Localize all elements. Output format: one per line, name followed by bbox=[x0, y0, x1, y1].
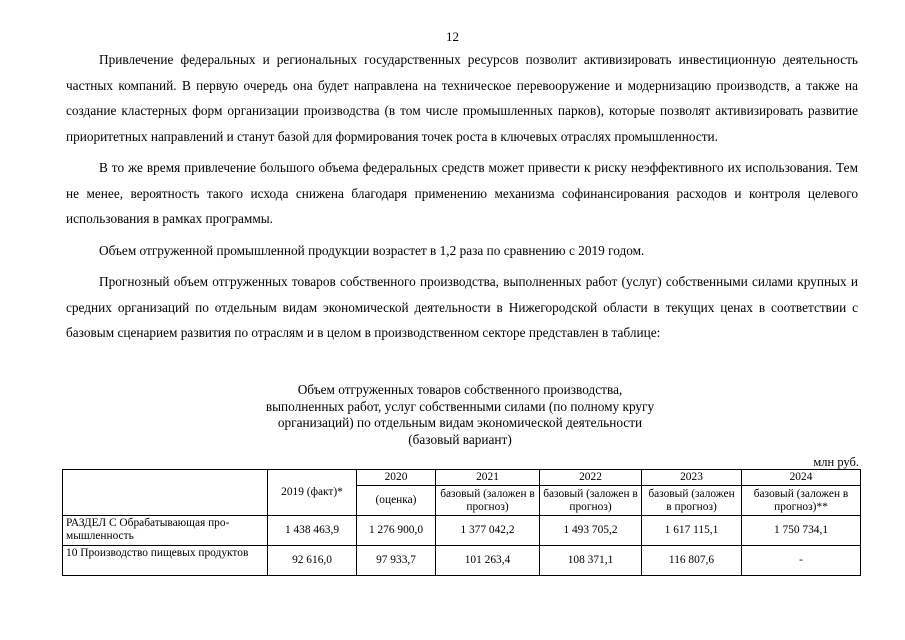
paragraph-1: Привлечение федеральных и региональных государственных ресурсов позволит активизировать инвестиционную деятельность частных компаний. В первую очередь она будет направлена на техническое перевооружение и модернизацию производств, а также на создание кластерных форм организации производства (в том числе промышленных парков), которые позволят активизировать развитие приоритетных направлений и станут базой для формирования точек роста в ключевых отраслях промышленности. bbox=[66, 52, 858, 144]
table-subheader: базовый (заложен в прогноз) bbox=[642, 486, 742, 516]
table-cell: 1 438 463,9 bbox=[268, 516, 357, 546]
paragraph-3: Объем отгруженной промышленной продукции возрастет в 1,2 раза по сравнению с 2019 годом. bbox=[99, 242, 645, 258]
table-caption-line: Объем отгруженных товаров собственного производства, bbox=[297, 382, 623, 397]
table-header-row bbox=[63, 470, 861, 486]
table-header-year: 2023 bbox=[642, 470, 742, 486]
table-row bbox=[63, 516, 861, 546]
table-cell: 92 616,0 bbox=[268, 546, 357, 576]
paragraph-2: В то же время привлечение большого объема федеральных средств может привести к риску неэффективного их использования. Тем не менее, вероятность такого исхода снижена благодаря применению механизма софинансирования расходов и контроля целевого использования в рамках программы. bbox=[66, 160, 858, 226]
table-header-year: 2020 bbox=[357, 470, 436, 486]
table-subheader: базовый (заложен в прогноз) bbox=[540, 486, 642, 516]
table-row-label: 10 Производство пищевых продуктов bbox=[63, 546, 268, 576]
data-table bbox=[62, 469, 861, 576]
table-cell: 1 750 734,1 bbox=[742, 516, 861, 546]
table-cell: 101 263,4 bbox=[436, 546, 540, 576]
table-header-year: 2021 bbox=[436, 470, 540, 486]
table-cell: 1 276 900,0 bbox=[357, 516, 436, 546]
table-caption bbox=[200, 382, 720, 448]
table-cell: 97 933,7 bbox=[357, 546, 436, 576]
table-caption-line: (базовый вариант) bbox=[408, 431, 512, 447]
table-header-empty bbox=[63, 470, 268, 516]
table-header-2019: 2019 (факт)* bbox=[268, 470, 357, 516]
page-number: 12 bbox=[446, 29, 459, 44]
units-label: млн руб. bbox=[813, 455, 859, 469]
table-cell: 108 371,1 bbox=[540, 546, 642, 576]
table-cell: 1 617 115,1 bbox=[642, 516, 742, 546]
table-subheader: базовый (заложен в прогноз)** bbox=[742, 486, 861, 516]
table-cell: - bbox=[742, 546, 861, 576]
table-header-year: 2024 bbox=[742, 470, 861, 486]
table-row bbox=[63, 546, 861, 576]
table-cell: 116 807,6 bbox=[642, 546, 742, 576]
table-cell: 1 493 705,2 bbox=[540, 516, 642, 546]
table-header-year: 2022 bbox=[540, 470, 642, 486]
paragraph-4: Прогнозный объем отгруженных товаров собственного производства, выполненных работ (услуг) собственными силами крупных и средних организаций по отдельным видам экономической деятельности в Нижегородской области в текущих ценах в соответствии с базовым сценарием развития по отраслям и в целом в производственном секторе представлен в таблице: bbox=[66, 274, 858, 340]
table-subheader: (оценка) bbox=[357, 486, 436, 516]
table-cell: 1 377 042,2 bbox=[436, 516, 540, 546]
table-row-label: РАЗДЕЛ C Обрабатывающая промышленность bbox=[63, 516, 268, 546]
table-caption-line: выполненных работ, услуг собственными силами (по полному кругу bbox=[265, 398, 655, 414]
table-subheader: базовый (заложен в прогноз) bbox=[436, 486, 540, 516]
table-caption-line: организаций) по отдельным видам экономической деятельности bbox=[277, 415, 643, 430]
body-text bbox=[66, 47, 858, 352]
